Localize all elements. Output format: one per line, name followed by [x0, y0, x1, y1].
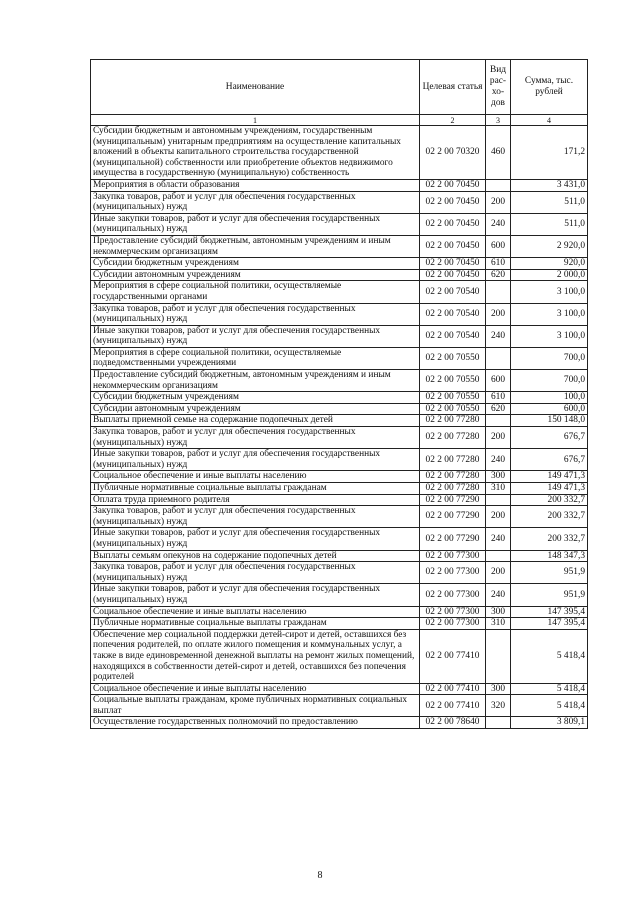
cell-type: 240 [486, 528, 511, 550]
cell-name: Субсидии бюджетным и автономным учреждениям, государственным (муниципальным) унитарным предприятиям на осуществление капитальных вложений в объекты капитального строительства государственной (муниципальной) собственности или приобретение объектов недвижимого имущества в государственную (муниципальную) собственность [91, 126, 420, 180]
cell-code: 02 2 00 70450 [420, 179, 486, 191]
cell-name: Субсидии автономным учреждениям [91, 269, 420, 281]
cell-type: 300 [486, 606, 511, 618]
table-row [91, 191, 588, 213]
cell-code: 02 2 00 77290 [420, 494, 486, 506]
cell-type: 240 [486, 449, 511, 471]
table-row [91, 471, 588, 483]
cell-type: 240 [486, 325, 511, 347]
table-row [91, 528, 588, 550]
header-num-name: 1 [91, 115, 420, 126]
cell-code: 02 2 00 77300 [420, 584, 486, 606]
cell-sum: 951,9 [511, 584, 588, 606]
cell-type: 200 [486, 303, 511, 325]
cell-name: Иные закупки товаров, работ и услуг для обеспечения государственных (муниципальных) нужд [91, 584, 420, 606]
cell-code: 02 2 00 70540 [420, 281, 486, 303]
cell-sum: 700,0 [511, 370, 588, 392]
table-row [91, 695, 588, 717]
table-row [91, 269, 588, 281]
cell-name: Субсидии бюджетным учреждениям [91, 392, 420, 404]
cell-name: Субсидии бюджетным учреждениям [91, 258, 420, 270]
cell-sum: 147 395,4 [511, 618, 588, 630]
cell-type: 200 [486, 562, 511, 584]
cell-name: Мероприятия в области образования [91, 179, 420, 191]
cell-sum: 511,0 [511, 213, 588, 235]
cell-code: 02 2 00 70450 [420, 258, 486, 270]
cell-sum: 149 471,3 [511, 483, 588, 495]
table-row [91, 584, 588, 606]
table-row [91, 258, 588, 270]
cell-sum: 147 395,4 [511, 606, 588, 618]
cell-code: 02 2 00 70450 [420, 269, 486, 281]
cell-code: 02 2 00 77280 [420, 483, 486, 495]
table-row [91, 213, 588, 235]
cell-name: Закупка товаров, работ и услуг для обеспечения государственных (муниципальных) нужд [91, 303, 420, 325]
cell-code: 02 2 00 77410 [420, 695, 486, 717]
cell-sum: 3 809,1 [511, 717, 588, 729]
cell-code: 02 2 00 70450 [420, 191, 486, 213]
cell-type: 200 [486, 506, 511, 528]
cell-name: Закупка товаров, работ и услуг для обеспечения государственных (муниципальных) нужд [91, 427, 420, 449]
cell-type: 240 [486, 213, 511, 235]
cell-type: 600 [486, 370, 511, 392]
cell-sum: 511,0 [511, 191, 588, 213]
table-body [91, 126, 588, 729]
cell-name: Субсидии автономным учреждениям [91, 403, 420, 415]
table-row [91, 717, 588, 729]
header-sum: Сумма, тыс. рублей [511, 60, 588, 115]
cell-type: 240 [486, 584, 511, 606]
cell-sum: 2 000,0 [511, 269, 588, 281]
table-row [91, 427, 588, 449]
table-row [91, 347, 588, 369]
cell-name: Мероприятия в сфере социальной политики, осуществляемые подведомственными учреждениями [91, 347, 420, 369]
cell-code: 02 2 00 77300 [420, 562, 486, 584]
cell-sum: 150 148,0 [511, 415, 588, 427]
table-row [91, 550, 588, 562]
cell-type [486, 281, 511, 303]
cell-sum: 149 471,3 [511, 471, 588, 483]
cell-name: Социальные выплаты гражданам, кроме публичных нормативных социальных выплат [91, 695, 420, 717]
cell-code: 02 2 00 77300 [420, 550, 486, 562]
cell-type: 310 [486, 483, 511, 495]
cell-name: Иные закупки товаров, работ и услуг для обеспечения государственных (муниципальных) нужд [91, 528, 420, 550]
cell-code: 02 2 00 77280 [420, 471, 486, 483]
cell-type: 620 [486, 403, 511, 415]
cell-sum: 676,7 [511, 449, 588, 471]
table-row [91, 370, 588, 392]
cell-code: 02 2 00 70550 [420, 347, 486, 369]
table-row [91, 562, 588, 584]
cell-code: 02 2 00 70320 [420, 126, 486, 180]
cell-type [486, 347, 511, 369]
cell-sum: 951,9 [511, 562, 588, 584]
cell-code: 02 2 00 70450 [420, 235, 486, 257]
cell-name: Социальное обеспечение и иные выплаты населению [91, 606, 420, 618]
cell-name: Осуществление государственных полномочий по предоставлению [91, 717, 420, 729]
cell-sum: 700,0 [511, 347, 588, 369]
budget-table [90, 59, 588, 729]
table-row [91, 281, 588, 303]
cell-code: 02 2 00 70450 [420, 213, 486, 235]
cell-name: Социальное обеспечение и иные выплаты населению [91, 683, 420, 695]
cell-type: 300 [486, 471, 511, 483]
table-row [91, 483, 588, 495]
cell-code: 02 2 00 70540 [420, 303, 486, 325]
table-row [91, 629, 588, 683]
cell-name: Закупка товаров, работ и услуг для обеспечения государственных (муниципальных) нужд [91, 506, 420, 528]
cell-type: 610 [486, 392, 511, 404]
cell-name: Предоставление субсидий бюджетным, автономным учреждениям и иным некоммерческим организациям [91, 235, 420, 257]
table-row [91, 303, 588, 325]
cell-type [486, 494, 511, 506]
cell-name: Публичные нормативные социальные выплаты гражданам [91, 618, 420, 630]
cell-sum: 3 431,0 [511, 179, 588, 191]
cell-sum: 5 418,4 [511, 695, 588, 717]
cell-name: Мероприятия в сфере социальной политики, осуществляемые государственными органами [91, 281, 420, 303]
cell-sum: 200 332,7 [511, 506, 588, 528]
cell-code: 02 2 00 77280 [420, 415, 486, 427]
header-num-sum: 4 [511, 115, 588, 126]
cell-type [486, 629, 511, 683]
cell-type: 620 [486, 269, 511, 281]
cell-sum: 2 920,0 [511, 235, 588, 257]
cell-name: Выплаты приемной семье на содержание подопечных детей [91, 415, 420, 427]
cell-sum: 171,2 [511, 126, 588, 180]
header-type: Вид рас- хо- дов [486, 60, 511, 115]
table-row [91, 683, 588, 695]
cell-code: 02 2 00 77410 [420, 629, 486, 683]
cell-code: 02 2 00 70540 [420, 325, 486, 347]
cell-name: Обеспечение мер социальной поддержки детей-сирот и детей, оставшихся без попечения родителей, по оплате жилого помещения и коммунальных услуг, а также в виде единовременной денежной выплаты на ремонт жилых помещений, находящихся в собственности детей-сирот и детей, оставшихся без попечения родителей [91, 629, 420, 683]
cell-type [486, 415, 511, 427]
table-row [91, 325, 588, 347]
budget-table-page [90, 59, 587, 729]
cell-type: 600 [486, 235, 511, 257]
cell-type: 300 [486, 683, 511, 695]
table-row [91, 449, 588, 471]
cell-name: Закупка товаров, работ и услуг для обеспечения государственных (муниципальных) нужд [91, 562, 420, 584]
cell-code: 02 2 00 77300 [420, 606, 486, 618]
cell-code: 02 2 00 78640 [420, 717, 486, 729]
cell-sum: 5 418,4 [511, 683, 588, 695]
cell-type: 320 [486, 695, 511, 717]
cell-sum: 200 332,7 [511, 494, 588, 506]
table-row [91, 494, 588, 506]
table-row [91, 506, 588, 528]
cell-name: Оплата труда приемного родителя [91, 494, 420, 506]
header-name: Наименование [91, 60, 420, 115]
cell-type: 200 [486, 427, 511, 449]
cell-sum: 148 347,3 [511, 550, 588, 562]
cell-code: 02 2 00 70550 [420, 403, 486, 415]
table-row [91, 403, 588, 415]
cell-type [486, 550, 511, 562]
cell-sum: 200 332,7 [511, 528, 588, 550]
cell-name: Выплаты семьям опекунов на содержание подопечных детей [91, 550, 420, 562]
cell-name: Социальное обеспечение и иные выплаты населению [91, 471, 420, 483]
cell-code: 02 2 00 77290 [420, 506, 486, 528]
cell-type: 310 [486, 618, 511, 630]
cell-code: 02 2 00 77300 [420, 618, 486, 630]
table-row [91, 415, 588, 427]
header-num-code: 2 [420, 115, 486, 126]
table-row [91, 606, 588, 618]
cell-name: Иные закупки товаров, работ и услуг для обеспечения государственных (муниципальных) нужд [91, 213, 420, 235]
cell-sum: 100,0 [511, 392, 588, 404]
cell-code: 02 2 00 77290 [420, 528, 486, 550]
cell-name: Иные закупки товаров, работ и услуг для обеспечения государственных (муниципальных) нужд [91, 325, 420, 347]
table-row [91, 392, 588, 404]
table-row [91, 179, 588, 191]
cell-code: 02 2 00 77410 [420, 683, 486, 695]
cell-type: 460 [486, 126, 511, 180]
cell-code: 02 2 00 77280 [420, 427, 486, 449]
table-row [91, 126, 588, 180]
cell-sum: 5 418,4 [511, 629, 588, 683]
cell-sum: 3 100,0 [511, 325, 588, 347]
table-row [91, 235, 588, 257]
cell-type: 200 [486, 191, 511, 213]
cell-code: 02 2 00 70550 [420, 392, 486, 404]
cell-type [486, 179, 511, 191]
cell-type [486, 717, 511, 729]
cell-sum: 3 100,0 [511, 281, 588, 303]
cell-name: Публичные нормативные социальные выплаты гражданам [91, 483, 420, 495]
cell-code: 02 2 00 70550 [420, 370, 486, 392]
cell-name: Закупка товаров, работ и услуг для обеспечения государственных (муниципальных) нужд [91, 191, 420, 213]
page-number: 8 [317, 870, 323, 881]
header-num-type: 3 [486, 115, 511, 126]
table-header [91, 60, 588, 126]
table-row [91, 618, 588, 630]
header-code: Целевая статья [420, 60, 486, 115]
cell-sum: 676,7 [511, 427, 588, 449]
cell-name: Иные закупки товаров, работ и услуг для обеспечения государственных (муниципальных) нужд [91, 449, 420, 471]
cell-name: Предоставление субсидий бюджетным, автономным учреждениям и иным некоммерческим организациям [91, 370, 420, 392]
cell-sum: 3 100,0 [511, 303, 588, 325]
cell-type: 610 [486, 258, 511, 270]
cell-code: 02 2 00 77280 [420, 449, 486, 471]
cell-sum: 920,0 [511, 258, 588, 270]
cell-sum: 600,0 [511, 403, 588, 415]
